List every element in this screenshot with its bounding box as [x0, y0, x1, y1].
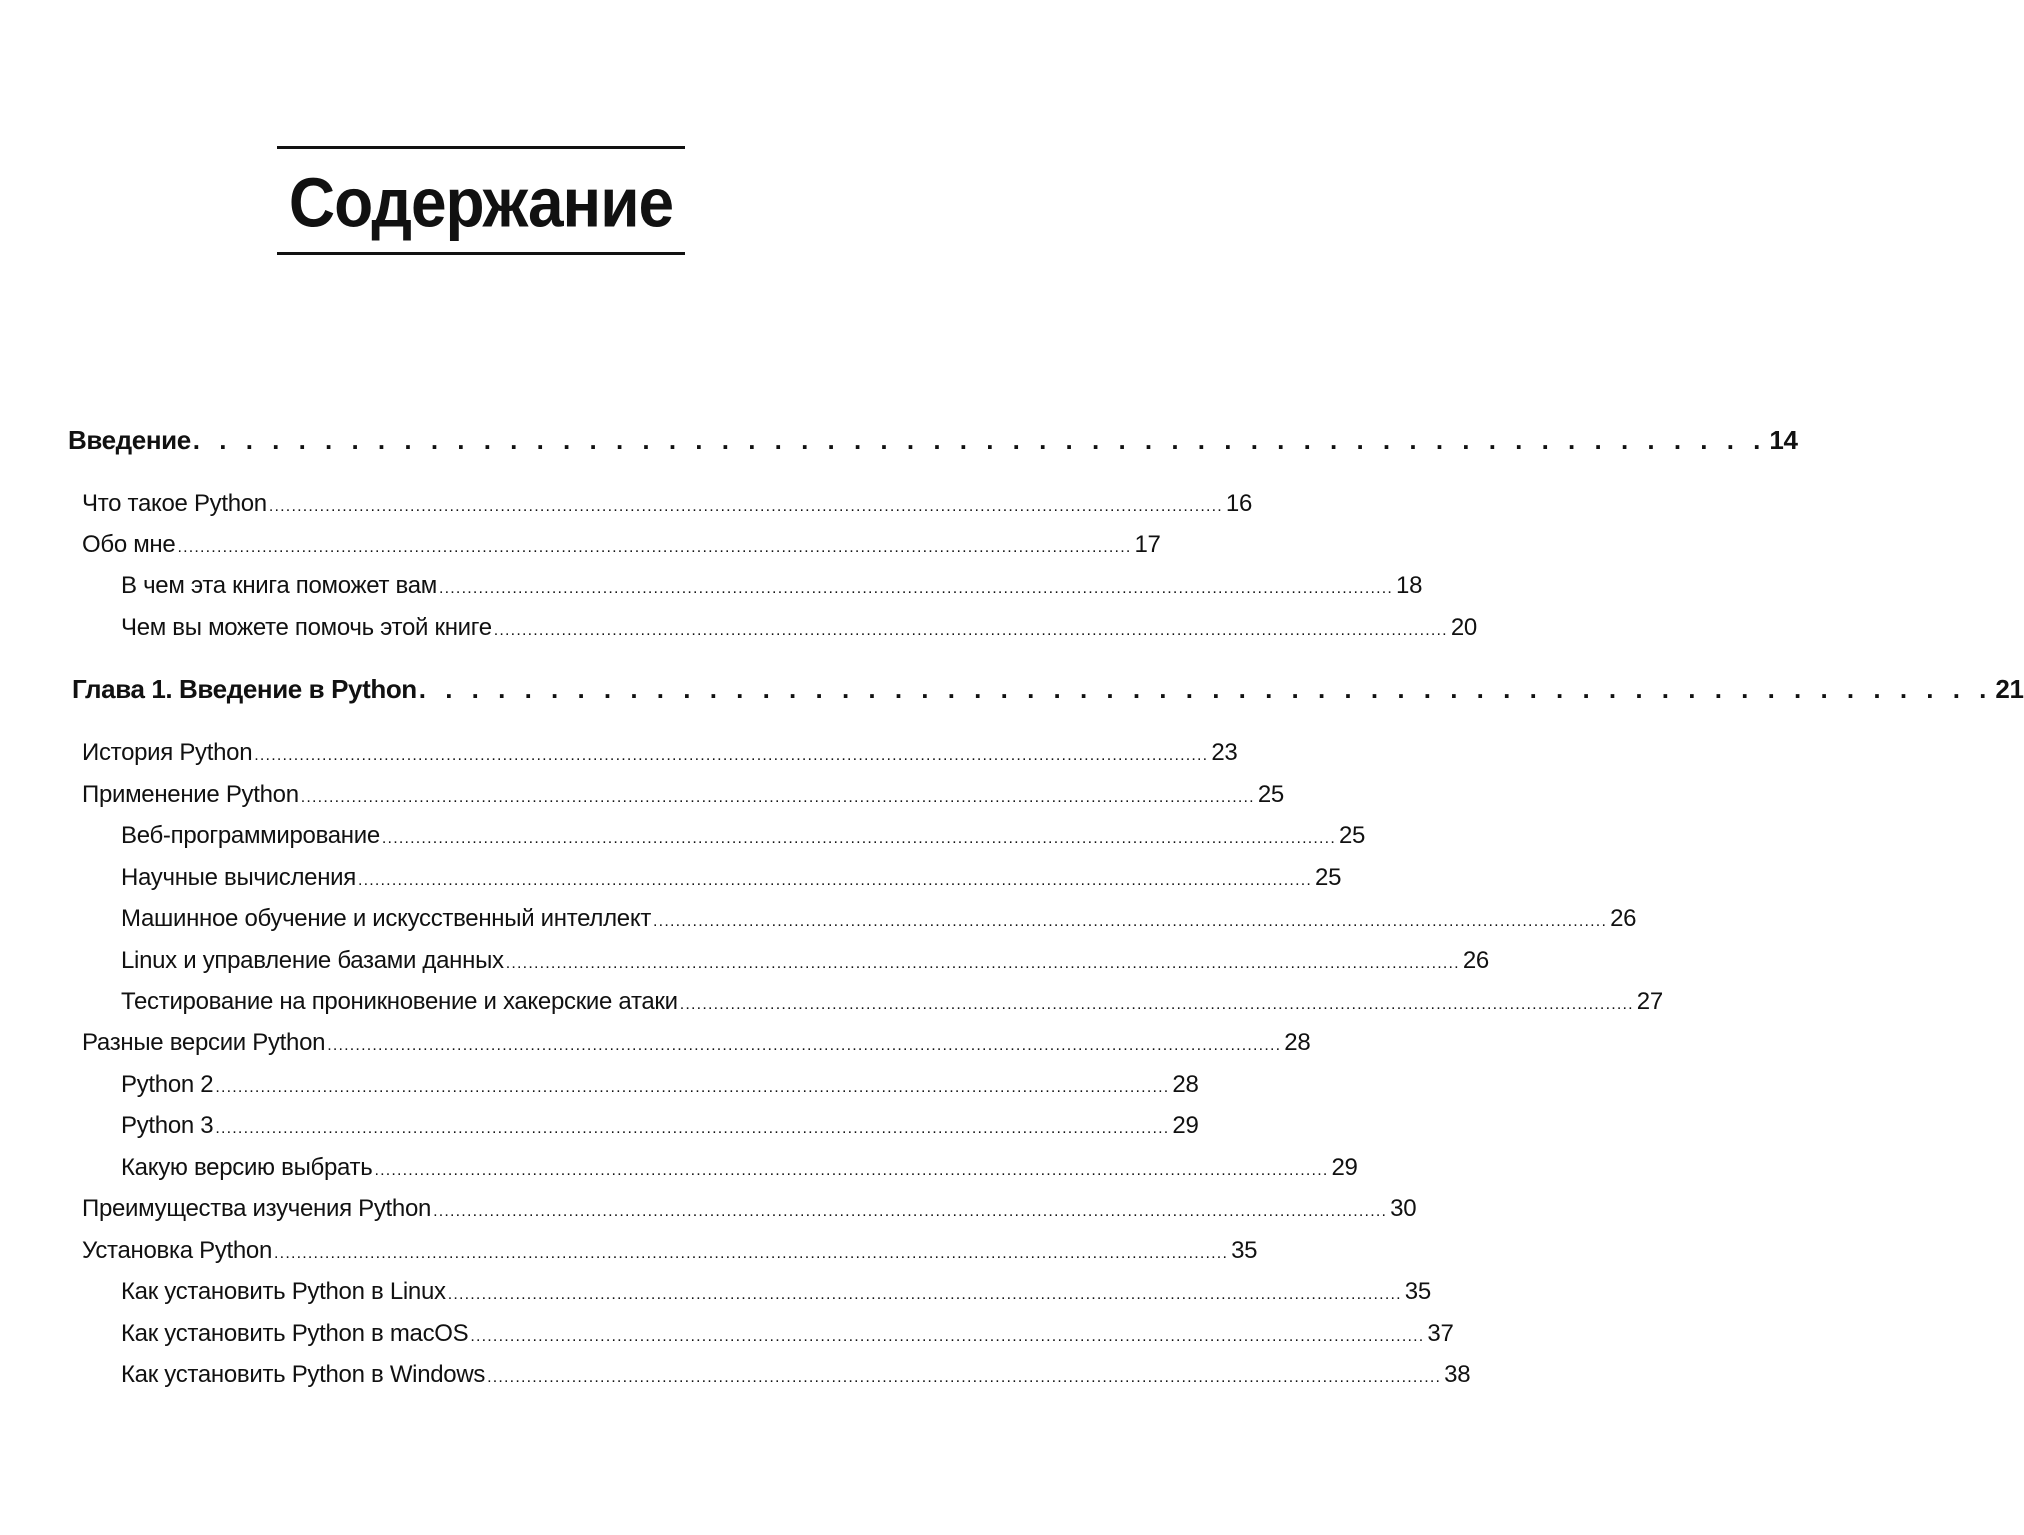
toc-chapter-label: Введение: [68, 425, 191, 455]
toc-section[interactable]: [82, 490, 1253, 526]
toc-subsection-label: Как установить Python в Linux: [121, 1278, 446, 1305]
toc-subsection-label: Python 3: [121, 1112, 214, 1139]
toc-leader: .........................................................................................................................................................................: [381, 830, 1336, 847]
toc-leader: .........................................................................................................................................................................: [274, 1245, 1229, 1262]
toc-chapter-label: Глава 1. Введение в Python: [72, 674, 417, 704]
toc-subsection-label: Как установить Python в Windows: [121, 1361, 486, 1388]
toc-subsection-label: Тестирование на проникновение и хакерские атаки: [121, 988, 678, 1015]
toc-section[interactable]: [82, 1029, 1311, 1065]
toc-subsection-label: Как установить Python в macOS: [121, 1320, 469, 1347]
toc-subsection-label: Машинное обучение и искусственный интеллект: [121, 905, 652, 932]
toc-page-number: 28: [1284, 1029, 1311, 1056]
toc-section[interactable]: [82, 1195, 1417, 1231]
toc-page-number: 30: [1390, 1195, 1417, 1222]
toc-page-number: 16: [1225, 490, 1253, 517]
toc-section-label: История Python: [82, 739, 253, 766]
toc-leader: .........................................................................................................................................................................: [300, 789, 1255, 806]
toc-page-number: 20: [1450, 614, 1477, 641]
toc-section[interactable]: [82, 739, 1238, 775]
toc-chapter[interactable]: [72, 674, 2024, 710]
toc-section-label: Разные версии Python: [82, 1029, 326, 1056]
toc-leader: .........................................................................................................................................................................: [493, 622, 1448, 639]
toc-page-number: 25: [1338, 822, 1366, 849]
toc-leader: .........................................................................................................................................................................: [447, 1286, 1402, 1303]
toc-page-number: 25: [1315, 864, 1342, 891]
toc-section[interactable]: [82, 781, 1284, 817]
toc-subsection[interactable]: [121, 1071, 1199, 1107]
toc-page-number: 35: [1404, 1278, 1431, 1305]
toc-subsection[interactable]: [121, 1278, 1431, 1314]
toc-leader: .........................................................................................................................................................................: [215, 1120, 1170, 1137]
toc-subsection-label: Какую версию выбрать: [121, 1154, 373, 1181]
toc-section-label: Обо мне: [82, 531, 176, 558]
toc-subsection-label: В чем эта книга поможет вам: [121, 572, 437, 599]
toc-section-label: Установка Python: [82, 1237, 273, 1264]
toc-subsection-label: Научные вычисления: [121, 864, 356, 891]
toc-page-number: 25: [1257, 781, 1284, 808]
toc-page-number: 18: [1396, 572, 1423, 599]
toc-leader: .........................................................................................................................................................................: [327, 1037, 1282, 1054]
toc-page-number: 21: [1995, 674, 2024, 704]
toc-leader: .........................................................................................................................................................................: [268, 498, 1223, 515]
toc-page-number: 26: [1462, 947, 1489, 974]
toc-subsection[interactable]: [121, 947, 1489, 983]
toc-subsection-label: Веб-программирование: [121, 822, 380, 849]
toc-leader: .........................................................................................................................................................................: [215, 1079, 1170, 1096]
toc-section[interactable]: [82, 1237, 1258, 1273]
toc-page-number: 23: [1211, 739, 1238, 766]
toc-page-number: 28: [1172, 1071, 1199, 1098]
toc-subsection[interactable]: [121, 905, 1637, 941]
toc-section-label: Преимущества изучения Python: [82, 1195, 432, 1222]
toc-leader: .........................................................................................................................................................................: [254, 747, 1209, 764]
toc-leader: .........................................................................................................................................................................: [374, 1162, 1329, 1179]
toc-chapter[interactable]: [68, 425, 1798, 461]
toc-leader: .........................................................................................................................................................................: [438, 580, 1394, 597]
toc-leader: .........................................................................................................................................................................: [433, 1203, 1388, 1220]
toc-page-number: 29: [1331, 1154, 1358, 1181]
toc-page-number: 35: [1231, 1237, 1258, 1264]
toc-section[interactable]: [82, 531, 1161, 567]
toc-subsection[interactable]: [121, 614, 1477, 650]
toc-subsection[interactable]: [121, 822, 1366, 858]
toc-page-number: 29: [1172, 1112, 1199, 1139]
toc-page-number: 26: [1610, 905, 1637, 932]
toc-leader: .........................................................................................................................................................................: [357, 872, 1313, 889]
toc-subsection[interactable]: [121, 1361, 1471, 1397]
toc-subsection[interactable]: [121, 572, 1423, 608]
toc-leader: .........................................................................................................................................................................: [653, 913, 1608, 930]
page-title: Содержание: [288, 164, 674, 242]
toc-subsection[interactable]: [121, 1320, 1454, 1356]
toc-page-number: 17: [1134, 531, 1161, 558]
toc-section-label: Что такое Python: [82, 490, 267, 517]
toc-subsection-label: Python 2: [121, 1071, 214, 1098]
toc-section-label: Применение Python: [82, 781, 299, 808]
toc-leader: .........................................................................................................................................................................: [177, 539, 1132, 556]
toc-subsection[interactable]: [121, 1112, 1199, 1148]
toc-leader: .........................................................................................................................................................................: [487, 1369, 1442, 1386]
toc-leader: .........................................................................................................................................................................: [679, 996, 1634, 1013]
toc-page-number: 27: [1636, 988, 1663, 1015]
toc-subsection[interactable]: [121, 1154, 1358, 1190]
toc-leader: . . . . . . . . . . . . . . . . . . . . . . . . . . . . . . . . . . . . . . . . . . . . . . . . . . . . . . . . . . . .: [192, 425, 1767, 455]
toc-page-number: 38: [1444, 1361, 1471, 1388]
toc-page-number: 14: [1769, 425, 1798, 455]
toc-subsection-label: Чем вы можете помочь этой книге: [121, 614, 492, 641]
toc-page-number: 37: [1427, 1320, 1454, 1347]
toc-subsection[interactable]: [121, 864, 1342, 900]
toc-leader: .........................................................................................................................................................................: [470, 1328, 1425, 1345]
toc-leader: .........................................................................................................................................................................: [505, 955, 1460, 972]
toc-subsection[interactable]: [121, 988, 1663, 1024]
toc-leader: . . . . . . . . . . . . . . . . . . . . . . . . . . . . . . . . . . . . . . . . . . . . . . . . . . . . . . . . . . . .: [418, 674, 1993, 704]
toc-subsection-label: Linux и управление базами данных: [121, 947, 504, 974]
